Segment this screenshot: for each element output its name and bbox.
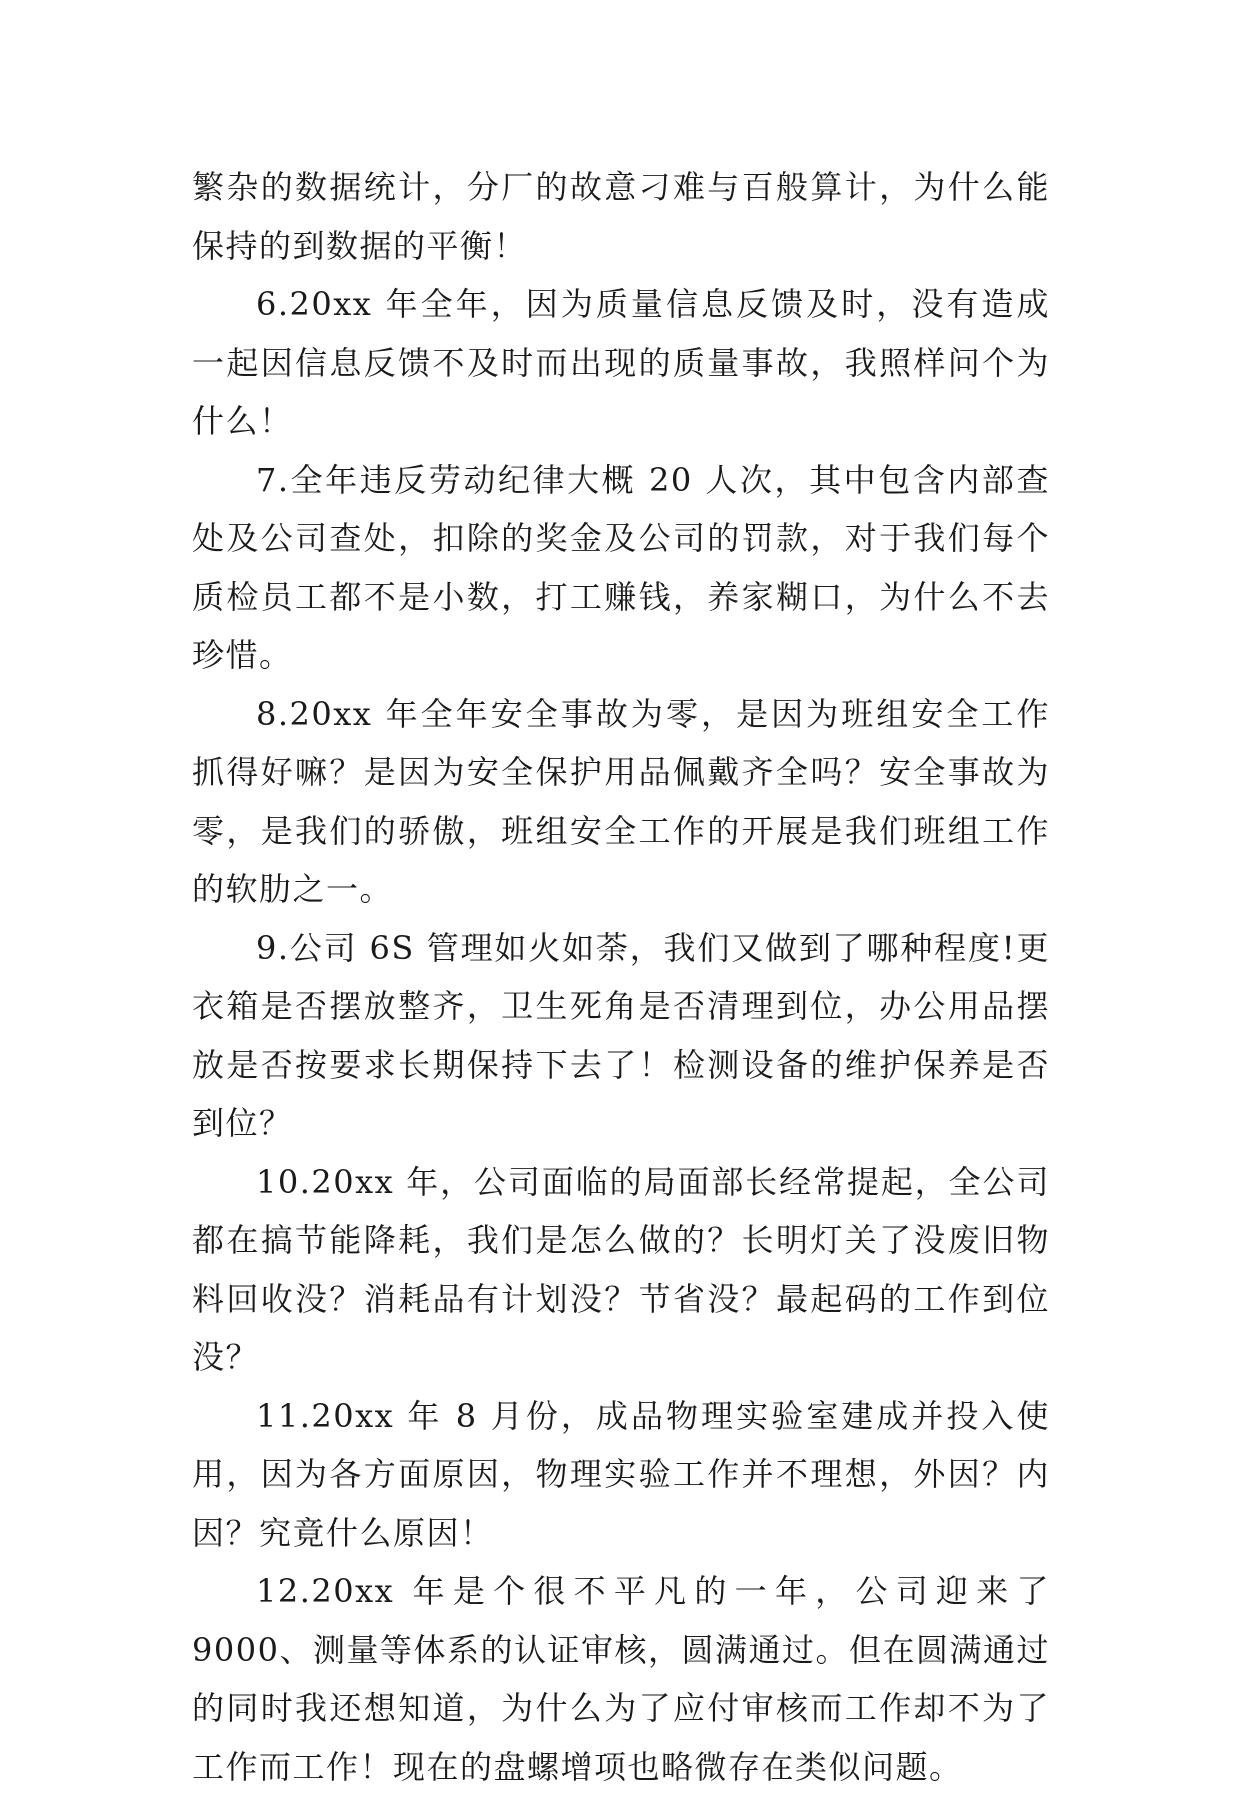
paragraph-continued: 繁杂的数据统计，分厂的故意刁难与百般算计，为什么能保持的到数据的平衡！ — [192, 168, 1050, 265]
paragraph-item-10: 10.20xx 年，公司面临的局面部长经常提起，全公司都在搞节能降耗，我们是怎么做的？长明灯关了没废旧物料回收没？消耗品有计划没？节省没？最起码的工作到位没？ — [192, 1162, 1050, 1376]
paragraph-item-11: 11.20xx 年 8 月份，成品物理实验室建成并投入使用，因为各方面原因，物理实验工作并不理想，外因？内因？究竟什么原因！ — [192, 1396, 1050, 1552]
paragraph-item-8: 8.20xx 年全年安全事故为零，是因为班组安全工作抓得好嘛？是因为安全保护用品佩戴齐全吗？安全事故为零，是我们的骄傲，班组安全工作的开展是我们班组工作的软肋之一。 — [192, 694, 1050, 908]
document-body — [192, 158, 1050, 1796]
paragraph-item-9: 9.公司 6S 管理如火如荼，我们又做到了哪种程度!更衣箱是否摆放整齐，卫生死角是否清理到位，办公用品摆放是否按要求长期保持下去了！检测设备的维护保养是否到位？ — [192, 928, 1050, 1142]
paragraph-item-6: 6.20xx 年全年，因为质量信息反馈及时，没有造成一起因信息反馈不及时而出现的质量事故，我照样问个为什么！ — [192, 285, 1050, 440]
paragraph-item-7: 7.全年违反劳动纪律大概 20 人次，其中包含内部查处及公司查处，扣除的奖金及公司的罚款，对于我们每个质检员工都不是小数，打工赚钱，养家糊口，为什么不去珍惜。 — [192, 460, 1050, 674]
paragraph-item-12: 12.20xx 年是个很不平凡的一年，公司迎来了 9000、测量等体系的认证审核，圆满通过。但在圆满通过的同时我还想知道，为什么为了应付审核而工作却不为了工作而工作！现在的盘螺增项也略微存在类似问题。 — [192, 1572, 1050, 1786]
